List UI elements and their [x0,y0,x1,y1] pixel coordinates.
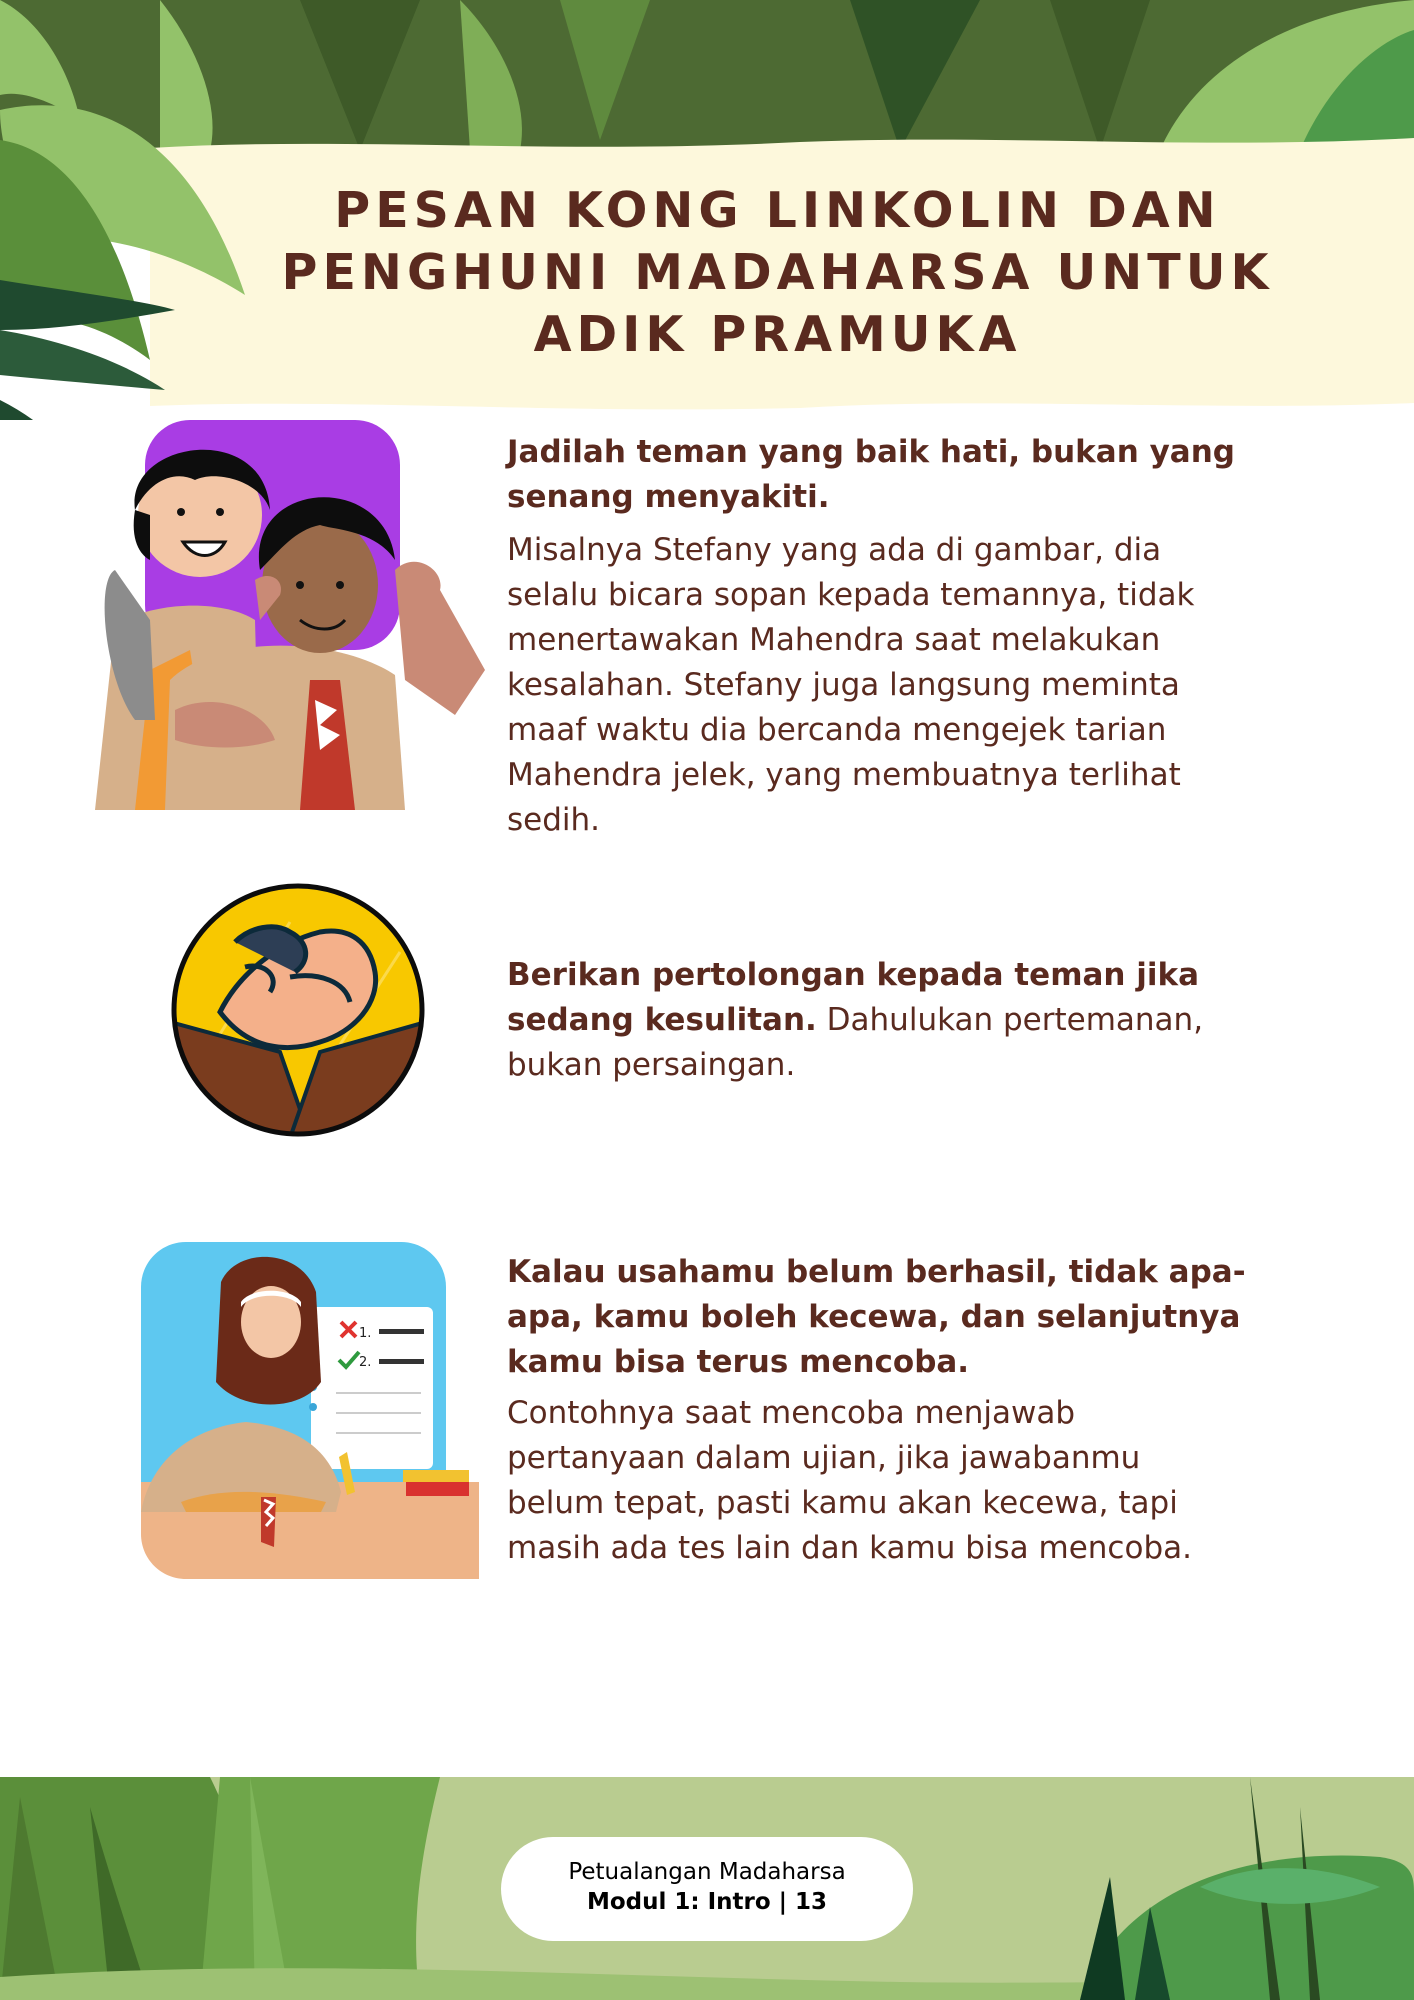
tip-keep-trying [507,1250,1247,1571]
tip-body: Dahulukan pertemanan, bukan persaingan. [507,1002,1204,1083]
tip-help-friends [507,953,1247,1088]
footer-page-label [501,1837,913,1941]
scouts-illustration [95,420,495,810]
checklist-number: 2. [359,1355,372,1370]
footer-book-title: Petualangan Madaharsa [568,1859,846,1885]
tip-heading: Kalau usahamu belum berhasil, tidak apa-apa, kamu boleh kecewa, dan selanjutnya kamu bisa terus mencoba. [507,1254,1246,1380]
checklist-number: 1. [359,1326,372,1341]
tip-heading: Jadilah teman yang baik hati, bukan yang senang menyakiti. [507,434,1235,515]
page-title: PESAN KONG LINKOLIN DAN PENGHUNI MADAHARSA UNTUK ADIK PRAMUKA [281,182,1274,363]
tip-heading: Berikan pertolongan kepada teman jika sedang kesulitan. [507,957,1200,1038]
footer-module-page: Modul 1: Intro | 13 [586,1889,828,1915]
tip-kind-hearted [507,430,1247,843]
tip-body: Misalnya Stefany yang ada di gambar, dia selalu bicara sopan kepada temannya, tidak menertawakan Mahendra saat melakukan kesalahan. Stefany juga langsung meminta maaf waktu dia bercanda mengejek tarian Mahendra jelek, yang membuatnya terlihat sedih. [507,532,1195,838]
tip-body: Contohnya saat mencoba menjawab pertanyaan dalam ujian, jika jawabanmu belum tepat, pasti kamu akan kecewa, tapi masih ada tes lain dan kamu bisa mencoba. [507,1395,1192,1566]
student-test-illustration [141,1242,479,1579]
handshake-illustration [170,882,426,1138]
